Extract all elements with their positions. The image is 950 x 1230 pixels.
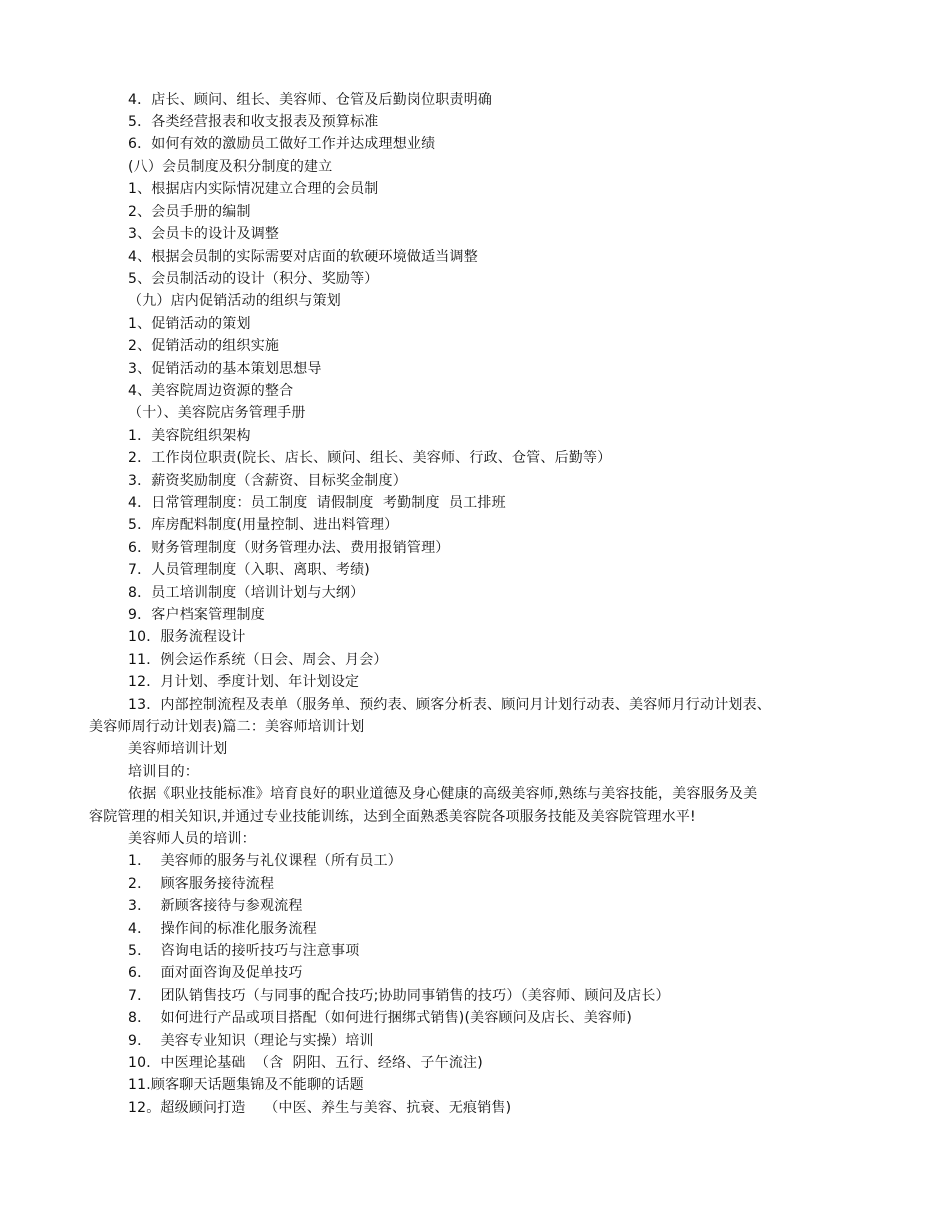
section-heading: （九）店内促销活动的组织与策划 bbox=[128, 293, 341, 309]
text-line: 3． 新顾客接待与参观流程 bbox=[128, 898, 303, 914]
text-line: 13．内部控制流程及表单（服务单、预约表、顾客分析表、顾问月计划行动表、美容师月行动计划表、 bbox=[128, 697, 772, 713]
text-line: 8．员工培训制度（培训计划与大纲） bbox=[128, 585, 365, 601]
text-line: 12。超级顾问打造 （中医、养生与美容、抗衰、无痕销售) bbox=[128, 1100, 512, 1116]
text-line: 容院管理的相关知识,并通过专业技能训练，达到全面熟悉美容院各项服务技能及美容院管理水平! bbox=[89, 809, 696, 825]
text-line: 5、会员制活动的设计（积分、奖励等） bbox=[128, 271, 379, 287]
text-line: 4、美容院周边资源的整合 bbox=[128, 383, 294, 399]
text-line: 5．各类经营报表和收支报表及预算标准 bbox=[128, 114, 379, 130]
text-line: 8． 如何进行产品或项目搭配（如何进行捆绑式销售)(美容顾问及店长、美容师) bbox=[128, 1010, 632, 1026]
text-line: 4． 操作间的标准化服务流程 bbox=[128, 921, 317, 937]
text-line: 3、会员卡的设计及调整 bbox=[128, 226, 280, 242]
text-line: 2．工作岗位职责(院长、店长、顾问、组长、美容师、行政、仓管、后勤等） bbox=[128, 450, 612, 466]
text-line: 5．库房配料制度(用量控制、进出料管理） bbox=[128, 517, 399, 533]
text-line: 6． 面对面咨询及促单技巧 bbox=[128, 965, 303, 981]
text-line: 11.顾客聊天话题集锦及不能聊的话题 bbox=[128, 1077, 364, 1093]
text-line: 2、促销活动的组织实施 bbox=[128, 338, 280, 354]
text-line: 1． 美容师的服务与礼仪课程（所有员工） bbox=[128, 853, 403, 869]
text-line: 4．日常管理制度：员工制度 请假制度 考勤制度 员工排班 bbox=[128, 495, 506, 511]
text-line: 依据《职业技能标准》培育良好的职业道德及身心健康的高级美容师,熟练与美容技能，美容服务及美 bbox=[128, 786, 758, 802]
text-line: 12．月计划、季度计划、年计划设定 bbox=[128, 674, 360, 690]
text-line: 1．美容院组织架构 bbox=[128, 428, 251, 444]
text-line: 美容师人员的培训： bbox=[128, 831, 256, 847]
text-line: 2、会员手册的编制 bbox=[128, 204, 251, 220]
text-line: 美容师周行动计划表)篇二：美容师培训计划 bbox=[89, 719, 365, 735]
text-line: 培训目的： bbox=[128, 764, 199, 780]
text-line: 11．例会运作系统（日会、周会、月会） bbox=[128, 652, 388, 668]
text-line: 10．中医理论基础 （含 阴阳、五行、经络、子午流注) bbox=[128, 1055, 483, 1071]
text-line: 3．薪资奖励制度（含薪资、目标奖金制度） bbox=[128, 473, 407, 489]
text-line: 6．如何有效的激励员工做好工作并达成理想业绩 bbox=[128, 136, 436, 152]
text-line: 6．财务管理制度（财务管理办法、费用报销管理） bbox=[128, 540, 450, 556]
section-heading: (八）会员制度及积分制度的建立 bbox=[128, 159, 333, 175]
text-line: 4、根据会员制的实际需要对店面的软硬环境做适当调整 bbox=[128, 249, 478, 265]
section-title: 美容师培训计划 bbox=[128, 741, 228, 757]
text-line: 5． 咨询电话的接听技巧与注意事项 bbox=[128, 943, 360, 959]
text-line: 1、根据店内实际情况建立合理的会员制 bbox=[128, 181, 379, 197]
text-line: 7．人员管理制度（入职、离职、考绩) bbox=[128, 562, 370, 578]
text-line: 2． 顾客服务接待流程 bbox=[128, 876, 275, 892]
section-heading: （十）、美容院店务管理手册 bbox=[128, 405, 306, 421]
text-line: 9． 美容专业知识（理论与实操）培训 bbox=[128, 1033, 374, 1049]
text-line: 9．客户档案管理制度 bbox=[128, 607, 265, 623]
text-line: 1、促销活动的策划 bbox=[128, 316, 251, 332]
text-line: 10．服务流程设计 bbox=[128, 629, 246, 645]
text-line: 3、促销活动的基本策划思想导 bbox=[128, 361, 322, 377]
text-line: 7． 团队销售技巧（与同事的配合技巧;协助同事销售的技巧）（美容师、顾问及店长） bbox=[128, 988, 670, 1004]
text-line: 4．店长、顾问、组长、美容师、仓管及后勤岗位职责明确 bbox=[128, 92, 493, 108]
